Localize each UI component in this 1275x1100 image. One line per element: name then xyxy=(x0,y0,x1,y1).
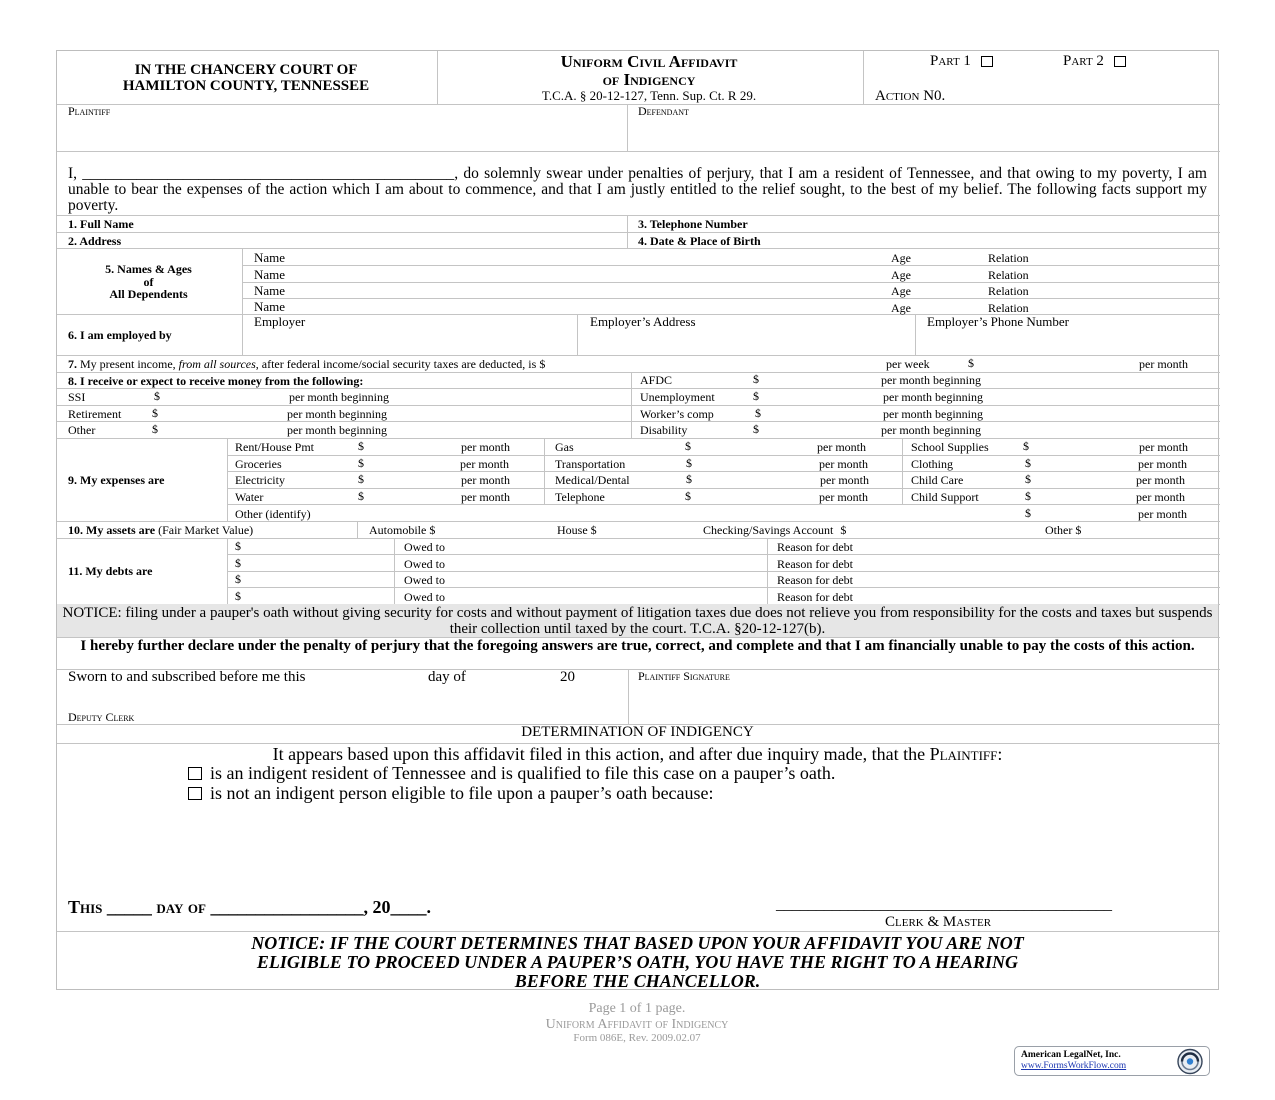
debt-owed-field[interactable]: Owed to xyxy=(404,540,445,554)
dependents-label-line-3: All Dependents xyxy=(109,287,188,301)
not-indigent-option[interactable] xyxy=(188,784,714,802)
afdc-suffix: per month beginning xyxy=(881,373,981,387)
ssi-label: SSI xyxy=(68,390,86,404)
determination-heading: DETERMINATION OF INDIGENCY xyxy=(521,724,754,740)
dependents-label-line-2: of xyxy=(143,274,154,289)
expense-transportation-label: Transportation xyxy=(555,457,626,471)
dependent-name-field[interactable]: Name xyxy=(254,250,286,265)
afdc-label: AFDC xyxy=(640,373,673,387)
expense-water-suffix: per month xyxy=(461,490,510,504)
unemployment-label: Unemployment xyxy=(640,390,715,404)
form-number: Form 086E, Rev. 2009.02.07 xyxy=(573,1032,701,1044)
receipts-heading xyxy=(68,375,363,387)
employer-address-field[interactable]: Employer’s Address xyxy=(590,314,696,329)
income-text-a: My present income, xyxy=(80,357,176,371)
expenses-label: 9. My expenses are xyxy=(68,473,165,487)
income-statement xyxy=(68,358,545,370)
asset-house-field[interactable]: House $ xyxy=(557,523,597,537)
dependents-label-line-1: 5. Names & Ages xyxy=(105,262,192,276)
asset-other-field[interactable]: Other $ xyxy=(1045,523,1082,537)
expense-rent-suffix: per month xyxy=(461,440,510,454)
debt-reason-field[interactable]: Reason for debt xyxy=(777,590,853,604)
defendant-field[interactable]: Defendant xyxy=(638,104,689,118)
expense-groceries-label: Groceries xyxy=(235,457,282,471)
dependent-name-field[interactable]: Name xyxy=(254,283,286,298)
per-week-label: per week xyxy=(886,357,930,371)
retirement-label: Retirement xyxy=(68,407,122,421)
unemployment-dollar[interactable]: $ xyxy=(753,389,759,403)
order-year-prefix: , 20 xyxy=(363,897,391,917)
expense-groceries-suffix: per month xyxy=(460,457,509,471)
statute-citation: T.C.A. § 20-12-127, Tenn. Sup. Ct. R 29. xyxy=(541,88,757,103)
per-month-label: per month xyxy=(1139,357,1188,371)
asset-checking-label: Checking/Savings Account xyxy=(703,523,834,537)
employer-phone-field[interactable]: Employer’s Phone Number xyxy=(927,314,1070,329)
globe-icon xyxy=(1173,1048,1207,1075)
receipts-heading-text: 8. I receive or expect to receive money from the following xyxy=(68,374,360,388)
debt-amount-field[interactable]: $ xyxy=(235,572,241,586)
order-month-blank[interactable]: _________________ xyxy=(210,897,364,917)
form-title-line-2: of Indigency xyxy=(602,70,696,89)
hearing-notice-line-3: BEFORE THE CHANCELLOR. xyxy=(514,971,761,991)
clerk-master-label: Clerk & Master xyxy=(885,914,992,930)
telephone-field[interactable]: 3. Telephone Number xyxy=(638,217,748,231)
assets-label-rest: (Fair Market Value) xyxy=(158,523,254,537)
part-1-checkbox[interactable] xyxy=(981,56,993,67)
expense-electricity-label: Electricity xyxy=(235,473,285,487)
expense-clothing-dollar[interactable]: $ xyxy=(1025,456,1031,470)
expense-other-dollar[interactable]: $ xyxy=(1025,506,1031,520)
asset-automobile-field[interactable]: Automobile $ xyxy=(369,523,436,537)
expense-school-suffix: per month xyxy=(1139,440,1188,454)
court-line-1: IN THE CHANCERY COURT OF xyxy=(134,62,358,78)
expense-medical-label: Medical/Dental xyxy=(555,473,630,487)
dependent-age-field[interactable]: Age xyxy=(891,268,911,282)
workers-comp-suffix: per month beginning xyxy=(883,407,983,421)
part-1-option[interactable] xyxy=(930,54,993,69)
expense-gas-dollar[interactable]: $ xyxy=(685,439,691,453)
not-indigent-option-label: is not an indigent person eligible to file upon a pauper’s oath because: xyxy=(210,783,714,803)
income-text-b: from all sources xyxy=(178,357,256,371)
order-this: This xyxy=(68,897,103,917)
assets-label-bold: 10. My assets are xyxy=(68,523,156,537)
workers-comp-label: Worker’s comp xyxy=(640,407,714,421)
dependent-age-field[interactable]: Age xyxy=(891,301,911,315)
indigent-checkbox[interactable] xyxy=(188,767,202,780)
workers-comp-dollar[interactable]: $ xyxy=(755,406,761,420)
debt-amount-field[interactable]: $ xyxy=(235,539,241,553)
other-income-label: Other xyxy=(68,423,96,437)
debt-reason-field[interactable]: Reason for debt xyxy=(777,540,853,554)
part-2-option[interactable] xyxy=(1063,54,1126,69)
hearing-notice-line-1: NOTICE: IF THE COURT DETERMINES THAT BASED UPON YOUR AFFIDAVIT YOU ARE NOT xyxy=(251,933,1024,953)
plaintiff-field[interactable]: Plaintiff xyxy=(68,104,111,118)
other-income-dollar[interactable]: $ xyxy=(152,422,158,436)
part-1-label: Part 1 xyxy=(930,53,971,69)
perjury-declaration: I hereby further declare under the penalty of perjury that the foregoing answers are true, correct, and complete and that I am financially unable to pay the costs of this action. xyxy=(80,638,1195,654)
expense-groceries-dollar[interactable]: $ xyxy=(358,456,364,470)
dependents-label xyxy=(56,263,241,301)
disability-label: Disability xyxy=(640,423,688,437)
form-title-line-1: Uniform Civil Affidavit xyxy=(560,52,738,71)
asset-checking-dollar: $ xyxy=(840,523,847,537)
expense-childsupport-label: Child Support xyxy=(911,490,979,504)
indigent-option-label: is an indigent resident of Tennessee and is qualified to file this case on a pauper’s oath. xyxy=(210,763,836,783)
debt-amount-field[interactable]: $ xyxy=(235,556,241,570)
income-text-c: , after federal income/social security taxes are deducted, is xyxy=(255,357,537,371)
debt-owed-field[interactable]: Owed to xyxy=(404,557,445,571)
expense-school-dollar[interactable]: $ xyxy=(1023,439,1029,453)
expense-other-label[interactable]: Other (identify) xyxy=(235,507,311,521)
determination-intro-colon: : xyxy=(997,744,1003,764)
oath-statement: I, ________________________________________________, do solemnly swear under penalties of perjury, that I am a resident of Tennessee, and that owing to my poverty, I am unable to bear the expenses of the action which I am about to commence, and that I am justly entitled to the relief sought, to the best of my belief. The following facts support my poverty. xyxy=(68,165,1207,214)
expense-childcare-dollar[interactable]: $ xyxy=(1025,472,1031,486)
income-dollar: $ xyxy=(539,357,546,371)
retirement-dollar[interactable]: $ xyxy=(152,406,158,420)
address-field[interactable]: 2. Address xyxy=(68,234,122,248)
court-name xyxy=(56,62,436,94)
full-name-field[interactable]: 1. Full Name xyxy=(68,217,134,231)
employment-label: 6. I am employed by xyxy=(68,328,172,342)
expense-telephone-label: Telephone xyxy=(555,490,605,504)
expense-childsupport-dollar[interactable]: $ xyxy=(1025,489,1031,503)
hearing-notice xyxy=(56,934,1219,991)
disability-suffix: per month beginning xyxy=(881,423,981,437)
order-year-blank[interactable]: ____. xyxy=(390,897,431,917)
dependent-relation-field[interactable]: Relation xyxy=(988,301,1029,315)
expense-transportation-suffix: per month xyxy=(819,457,868,471)
expense-gas-suffix: per month xyxy=(817,440,866,454)
determination-intro xyxy=(56,745,1219,763)
debt-reason-field[interactable]: Reason for debt xyxy=(777,557,853,571)
receipts-heading-colon: : xyxy=(359,374,364,388)
clerk-signature-line[interactable]: __________________________________________ xyxy=(776,896,1112,913)
expense-rent-dollar[interactable]: $ xyxy=(358,439,364,453)
assets-label xyxy=(68,524,253,536)
part-2-checkbox[interactable] xyxy=(1114,56,1126,67)
dependent-relation-field[interactable]: Relation xyxy=(988,251,1029,265)
order-date-line[interactable] xyxy=(68,898,431,916)
logo-url[interactable]: www.FormsWorkFlow.com xyxy=(1021,1061,1127,1071)
expense-electricity-suffix: per month xyxy=(461,473,510,487)
monthly-dollar: $ xyxy=(968,356,974,370)
expense-other-suffix: per month xyxy=(1138,507,1187,521)
disability-dollar[interactable]: $ xyxy=(753,422,759,436)
other-income-suffix: per month beginning xyxy=(287,423,387,437)
dependent-name-field[interactable]: Name xyxy=(254,299,286,314)
expense-water-dollar[interactable]: $ xyxy=(358,489,364,503)
dependent-relation-field[interactable]: Relation xyxy=(988,268,1029,282)
indigent-option[interactable] xyxy=(188,764,835,782)
part-2-label: Part 2 xyxy=(1063,53,1104,69)
debt-amount-field[interactable]: $ xyxy=(235,589,241,603)
employer-field[interactable]: Employer xyxy=(254,314,306,329)
dependent-relation-field[interactable]: Relation xyxy=(988,284,1029,298)
asset-checking-field[interactable] xyxy=(703,524,846,536)
order-day-blank[interactable]: _____ xyxy=(106,897,152,917)
sworn-year[interactable]: 20 xyxy=(560,669,575,685)
retirement-suffix: per month beginning xyxy=(287,407,387,421)
dependent-age-field[interactable]: Age xyxy=(891,251,911,265)
expense-water-label: Water xyxy=(235,490,264,504)
pauper-notice: NOTICE: filing under a pauper's oath without giving security for costs and without payment of litigation taxes due does not relieve you from responsibility for the costs and taxes but suspends their collection until taxed by the court. T.C.A. §20-12-127(b). xyxy=(62,605,1213,637)
page-number: Page 1 of 1 page. xyxy=(588,1001,686,1016)
unemployment-suffix: per month beginning xyxy=(883,390,983,404)
order-day-of: day of xyxy=(156,897,206,917)
dependent-age-field[interactable]: Age xyxy=(891,284,911,298)
expense-clothing-suffix: per month xyxy=(1138,457,1187,471)
plaintiff-signature-field[interactable]: Plaintiff Signature xyxy=(638,669,730,683)
ssi-dollar[interactable]: $ xyxy=(154,389,160,403)
expense-telephone-dollar[interactable]: $ xyxy=(685,489,691,503)
expense-rent-label: Rent/House Pmt xyxy=(235,440,315,454)
expense-medical-dollar[interactable]: $ xyxy=(686,472,692,486)
expense-childcare-label: Child Care xyxy=(911,473,964,487)
deputy-clerk-label: Deputy Clerk xyxy=(68,710,135,724)
hearing-notice-line-2: ELIGIBLE TO PROCEED UNDER A PAUPER’S OATH, YOU HAVE THE RIGHT TO A HEARING xyxy=(256,952,1019,972)
income-number: 7. xyxy=(68,357,77,371)
expense-medical-suffix: per month xyxy=(820,473,869,487)
footer-title: Uniform Affidavit of Indigency xyxy=(545,1017,729,1032)
debt-owed-field[interactable]: Owed to xyxy=(404,590,445,604)
logo-company: American LegalNet, Inc. xyxy=(1021,1050,1121,1060)
dependent-name-field[interactable]: Name xyxy=(254,267,286,282)
sworn-text: Sworn to and subscribed before me this xyxy=(68,669,306,685)
determination-intro-text: It appears based upon this affidavit filed in this action, and after due inquiry made, that the xyxy=(272,744,926,764)
court-line-2: HAMILTON COUNTY, TENNESSEE xyxy=(122,78,370,94)
debt-owed-field[interactable]: Owed to xyxy=(404,573,445,587)
ssi-suffix: per month beginning xyxy=(289,390,389,404)
not-indigent-checkbox[interactable] xyxy=(188,787,202,800)
action-number-label[interactable]: Action N0. xyxy=(875,88,946,104)
expense-telephone-suffix: per month xyxy=(819,490,868,504)
debt-reason-field[interactable]: Reason for debt xyxy=(777,573,853,587)
debts-label: 11. My debts are xyxy=(68,564,153,578)
sworn-day-of[interactable]: day of xyxy=(428,669,466,685)
afdc-dollar[interactable]: $ xyxy=(753,372,759,386)
expense-electricity-dollar[interactable]: $ xyxy=(358,472,364,486)
expense-childsupport-suffix: per month xyxy=(1136,490,1185,504)
expense-clothing-label: Clothing xyxy=(911,457,954,471)
expense-gas-label: Gas xyxy=(555,440,574,454)
birth-field[interactable]: 4. Date & Place of Birth xyxy=(638,234,761,248)
determination-intro-plaintiff: Plaintiff xyxy=(929,744,998,764)
expense-childcare-suffix: per month xyxy=(1136,473,1185,487)
american-legalnet-logo[interactable] xyxy=(1014,1046,1210,1076)
expense-transportation-dollar[interactable]: $ xyxy=(686,456,692,470)
expense-school-label: School Supplies xyxy=(911,440,989,454)
